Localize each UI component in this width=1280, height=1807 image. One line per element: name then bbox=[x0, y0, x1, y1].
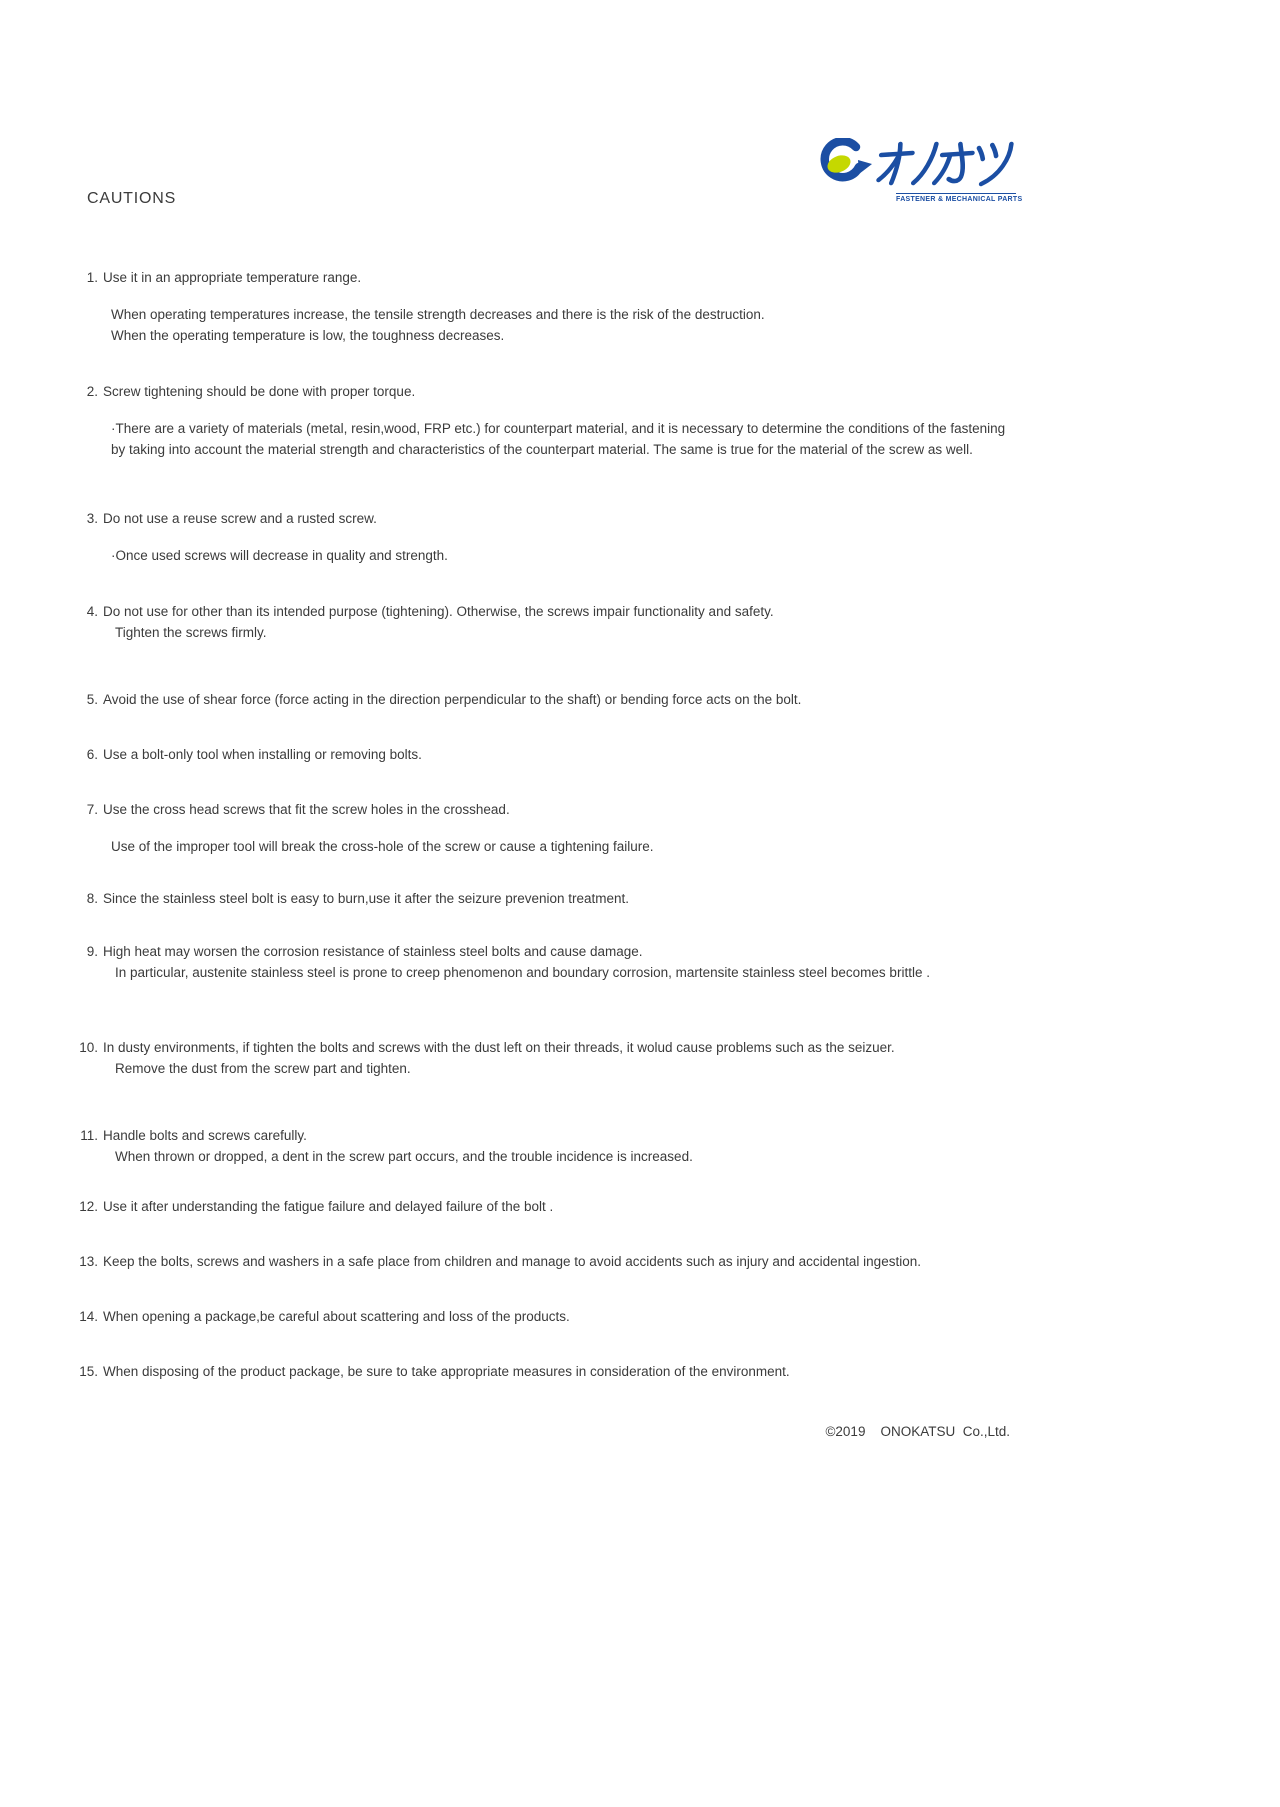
caution-main-line bbox=[78, 1251, 1010, 1272]
caution-main-line bbox=[78, 1196, 1010, 1217]
cautions-list bbox=[78, 256, 1010, 1382]
caution-item bbox=[78, 267, 1010, 346]
caution-main-line bbox=[78, 1037, 1010, 1058]
caution-item bbox=[78, 1125, 1010, 1167]
item-note-line: ·Once used screws will decrease in quality and strength. bbox=[111, 548, 448, 563]
caution-item bbox=[78, 381, 1010, 460]
item-text: Keep the bolts, screws and washers in a safe place from children and manage to avoid accidents such as injury and accidental ingestion. bbox=[103, 1254, 921, 1269]
caution-item bbox=[78, 1251, 1010, 1272]
item-number: 9. bbox=[86, 944, 98, 959]
item-number: 15. bbox=[79, 1364, 98, 1379]
logo-swoosh-icon bbox=[825, 141, 872, 177]
item-note-line: When operating temperatures increase, the tensile strength decreases and there is the risk of the destruction. bbox=[111, 307, 765, 322]
company-logo bbox=[812, 138, 1023, 203]
item-number: 8. bbox=[86, 891, 98, 906]
item-notes bbox=[111, 304, 1010, 346]
caution-item bbox=[78, 689, 1010, 710]
item-number: 4. bbox=[86, 604, 98, 619]
item-notes bbox=[111, 418, 1010, 460]
item-number: 13. bbox=[79, 1254, 98, 1269]
caution-item bbox=[78, 1306, 1010, 1327]
item-text: Use it after understanding the fatigue failure and delayed failure of the bolt . bbox=[103, 1199, 554, 1214]
item-number: 1. bbox=[86, 270, 98, 285]
item-text: Use it in an appropriate temperature range. bbox=[103, 270, 362, 285]
item-notes bbox=[111, 545, 1010, 566]
caution-main-line bbox=[78, 689, 1010, 710]
caution-main-line bbox=[78, 1125, 1010, 1146]
item-continuation-line: Remove the dust from the screw part and tighten. bbox=[115, 1061, 411, 1076]
caution-item bbox=[78, 601, 1010, 643]
item-number: 12. bbox=[79, 1199, 98, 1214]
caution-item bbox=[78, 888, 1010, 909]
item-continuation-line: When thrown or dropped, a dent in the screw part occurs, and the trouble incidence is increased. bbox=[115, 1149, 693, 1164]
item-number: 5. bbox=[86, 692, 98, 707]
item-number: 2. bbox=[86, 384, 98, 399]
caution-main-line bbox=[78, 941, 1010, 962]
item-text: When disposing of the product package, be sure to take appropriate measures in consideration of the environment. bbox=[103, 1364, 790, 1379]
onokatsu-logo-graphic bbox=[812, 138, 1016, 192]
page-title: CAUTIONS bbox=[87, 190, 177, 207]
item-text: In dusty environments, if tighten the bolts and screws with the dust left on their threads, it wolud cause problems such as the seizuer. bbox=[103, 1040, 895, 1055]
logo-tagline: FASTENER & MECHANICAL PARTS bbox=[896, 193, 1016, 203]
caution-main-line bbox=[78, 1306, 1010, 1327]
caution-main-line bbox=[78, 744, 1010, 765]
item-text: Use the cross head screws that fit the screw holes in the crosshead. bbox=[103, 802, 510, 817]
item-text: High heat may worsen the corrosion resistance of stainless steel bolts and cause damage. bbox=[103, 944, 643, 959]
item-note-line: When the operating temperature is low, the toughness decreases. bbox=[111, 328, 505, 343]
item-continuation bbox=[115, 1058, 1010, 1079]
item-text: Do not use for other than its intended purpose (tightening). Otherwise, the screws impair functionality and safety. bbox=[103, 604, 774, 619]
item-number: 6. bbox=[86, 747, 98, 762]
logo-katakana-text bbox=[878, 144, 1011, 184]
caution-item bbox=[78, 1361, 1010, 1382]
caution-main-line bbox=[78, 601, 1010, 622]
item-notes bbox=[111, 836, 1010, 857]
item-text: When opening a package,be careful about scattering and loss of the products. bbox=[103, 1309, 570, 1324]
item-note-line: Use of the improper tool will break the cross-hole of the screw or cause a tightening failure. bbox=[111, 839, 654, 854]
item-continuation bbox=[115, 1146, 1010, 1167]
item-text: Handle bolts and screws carefully. bbox=[103, 1128, 307, 1143]
caution-main-line bbox=[78, 888, 1010, 909]
caution-item bbox=[78, 744, 1010, 765]
caution-main-line bbox=[78, 267, 1010, 288]
item-note-line: ·There are a variety of materials (metal, resin,wood, FRP etc.) for counterpart material, and it is necessary to determine the conditions of the fastening by taking into account the material strength and characteristics of the counterpart material. The same is true for the material of the screw as well. bbox=[111, 421, 1006, 457]
item-number: 14. bbox=[79, 1309, 98, 1324]
caution-main-line bbox=[78, 508, 1010, 529]
item-number: 7. bbox=[86, 802, 98, 817]
item-continuation bbox=[115, 622, 1010, 643]
caution-item bbox=[78, 799, 1010, 857]
item-continuation-line: Tighten the screws firmly. bbox=[115, 625, 267, 640]
caution-main-line bbox=[78, 799, 1010, 820]
item-continuation-line: In particular, austenite stainless steel is prone to creep phenomenon and boundary corrosion, martensite stainless steel becomes brittle . bbox=[115, 965, 930, 980]
item-number: 10. bbox=[79, 1040, 98, 1055]
item-text: Avoid the use of shear force (force acting in the direction perpendicular to the shaft) or bending force acts on the bolt. bbox=[103, 692, 802, 707]
copyright: ©2019 ONOKATSU Co.,Ltd. bbox=[825, 1424, 1010, 1439]
caution-item bbox=[78, 1196, 1010, 1217]
item-continuation bbox=[115, 962, 1010, 983]
item-text: Do not use a reuse screw and a rusted screw. bbox=[103, 511, 377, 526]
item-number: 3. bbox=[86, 511, 98, 526]
caution-item bbox=[78, 1037, 1010, 1079]
item-text: Screw tightening should be done with proper torque. bbox=[103, 384, 416, 399]
caution-main-line bbox=[78, 1361, 1010, 1382]
caution-item bbox=[78, 508, 1010, 566]
item-text: Use a bolt-only tool when installing or removing bolts. bbox=[103, 747, 422, 762]
item-number: 11. bbox=[80, 1128, 98, 1143]
caution-main-line bbox=[78, 381, 1010, 402]
item-text: Since the stainless steel bolt is easy to burn,use it after the seizure prevenion treatment. bbox=[103, 891, 630, 906]
caution-item bbox=[78, 941, 1010, 983]
